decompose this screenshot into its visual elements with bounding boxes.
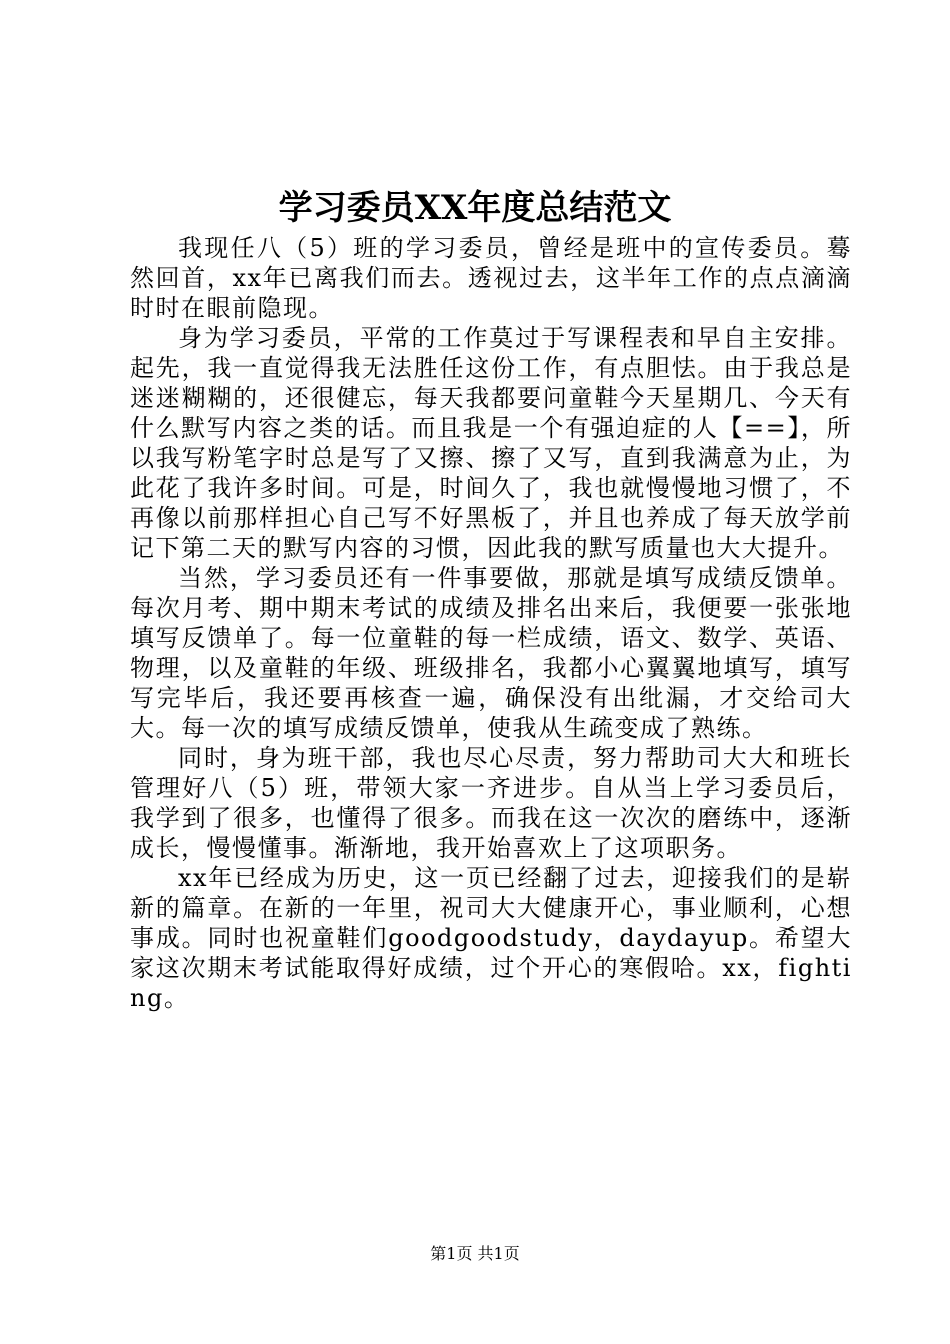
document-title: 学习委员XX年度总结范文 — [278, 188, 672, 228]
paragraph-5: xx年已经成为历史，这一页已经翻了过去，迎接我们的是崭新的篇章。在新的一年里，祝司大大健康开心，事业顺利，心想事成。同时也祝童鞋们goodgoodstudy，daydayup。希望大家这次期末考试能取得好成绩，过个开心的寒假哈。xx，fighting。 — [130, 864, 852, 1012]
paragraph-3: 当然，学习委员还有一件事要做，那就是填写成绩反馈单。每次月考、期中期末考试的成绩及排名出来后，我便要一张张地填写反馈单了。每一位童鞋的每一栏成绩，语文、数学、英语、物理，以及童鞋的年级、班级排名，我都小心翼翼地填写，填写写完毕后，我还要再核查一遍，确保没有出纰漏，才交给司大大。每一次的填写成绩反馈单，使我从生疏变成了熟练。 — [130, 564, 852, 742]
paragraph-1: 我现任八（5）班的学习委员，曾经是班中的宣传委员。蓦然回首，xx年已离我们而去。透视过去，这半年工作的点点滴滴时时在眼前隐现。 — [130, 234, 852, 322]
paragraph-2: 身为学习委员，平常的工作莫过于写课程表和早自主安排。起先，我一直觉得我无法胜任这份工作，有点胆怯。由于我总是迷迷糊糊的，还很健忘，每天我都要问童鞋今天星期几、今天有什么默写内容之类的话。而且我是一个有强迫症的人【==】，所以我写粉笔字时总是写了又擦、擦了又写，直到我满意为止，为此花了我许多时间。可是，时间久了，我也就慢慢地习惯了，不再像以前那样担心自己写不好黑板了，并且也养成了每天放学前记下第二天的默写内容的习惯，因此我的默写质量也大大提升。 — [130, 324, 852, 562]
paragraph-4: 同时，身为班干部，我也尽心尽责，努力帮助司大大和班长管理好八（5）班，带领大家一齐进步。自从当上学习委员后，我学到了很多，也懂得了很多。而我在这一次次的磨练中，逐渐成长，慢慢懂事。渐渐地，我开始喜欢上了这项职务。 — [130, 744, 852, 862]
document-body — [130, 233, 852, 1013]
page-footer: 第1页 共1页 — [430, 1244, 520, 1263]
